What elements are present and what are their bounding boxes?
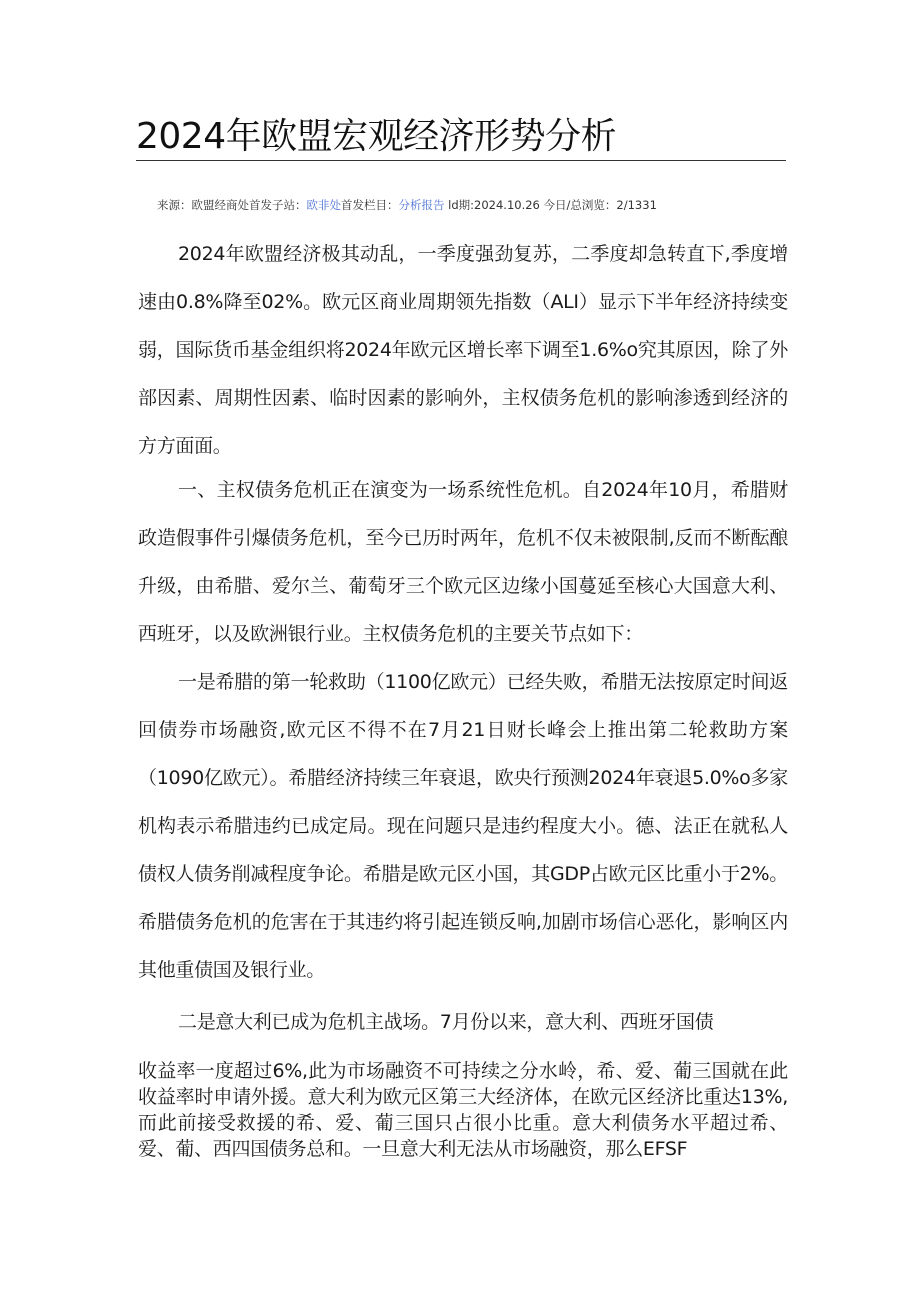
first-site-link[interactable]: 欧非处 xyxy=(306,198,341,212)
first-column-label: 首发栏目： xyxy=(341,198,399,212)
document-title: 2024年欧盟宏观经济形势分析 xyxy=(136,116,617,157)
article-meta xyxy=(157,196,797,214)
title-divider xyxy=(136,160,786,161)
date-value: 2024.10.26 xyxy=(474,198,540,212)
source-label: 来源： xyxy=(157,198,192,212)
paragraph-section-1: 一、主权债务危机正在演变为一场系统性危机。自2024年10月，希腊财政造假事件引爆债务危机，至今已历时两年，危机不仅未被限制,反而不断酝酿升级，由希腊、爱尔兰、葡萄牙三个欧元区边缘小国蔓延至核心大国意大利、西班牙，以及欧洲银行业。主权债务危机的主要关节点如下： xyxy=(138,479,788,645)
first-site-label: 首发子站： xyxy=(249,198,307,212)
paragraph-italy-detail: 收益率一度超过6%,此为市场融资不可持续之分水岭，希、爱、葡三国就在此收益率时申请外援。意大利为欧元区第三大经济体，在欧元区经济比重达13%,而此前接受救援的希、爱、葡三国只占很小比重。意大利债务水平超过希、爱、葡、西四国债务总和。一旦意大利无法从市场融资，那么EFSF xyxy=(138,1060,788,1160)
date-label: ld期: xyxy=(448,198,475,212)
views-value: 2/1331 xyxy=(616,198,657,212)
paragraph-greece: 一是希腊的第一轮救助（1100亿欧元）已经失败，希腊无法按原定时间返回债券市场融资,欧元区不得不在7月21日财长峰会上推出第二轮救助方案（1090亿欧元）。希腊经济持续三年衰退，欧央行预测2024年衰退5.0%o多家机构表示希腊违约已成定局。现在问题只是违约程度大小。德、法正在就私人债权人债务削减程度争论。希腊是欧元区小国，其GDP占欧元区比重小于2%。希腊债务危机的危害在于其违约将引起连锁反响,加剧市场信心恶化，影响区内其他重债国及银行业。 xyxy=(138,671,788,981)
paragraph-intro: 2024年欧盟经济极其动乱，一季度强劲复苏，二季度却急转直下,季度增速由0.8%降至02%。欧元区商业周期领先指数（ALI）显示下半年经济持续变弱，国际货币基金组织将2024年欧元区增长率下调至1.6%o究其原因，除了外部因素、周期性因素、临时因素的影响外，主权债务危机的影响渗透到经济的方方面面。 xyxy=(138,243,788,457)
paragraph-italy-lead: 二是意大利已成为危机主战场。7月份以来，意大利、西班牙国债 xyxy=(178,1011,714,1033)
source-value: 欧盟经商处 xyxy=(191,198,249,212)
first-column-link[interactable]: 分析报告 xyxy=(398,198,445,212)
views-label: 今日/总浏览： xyxy=(543,198,617,212)
